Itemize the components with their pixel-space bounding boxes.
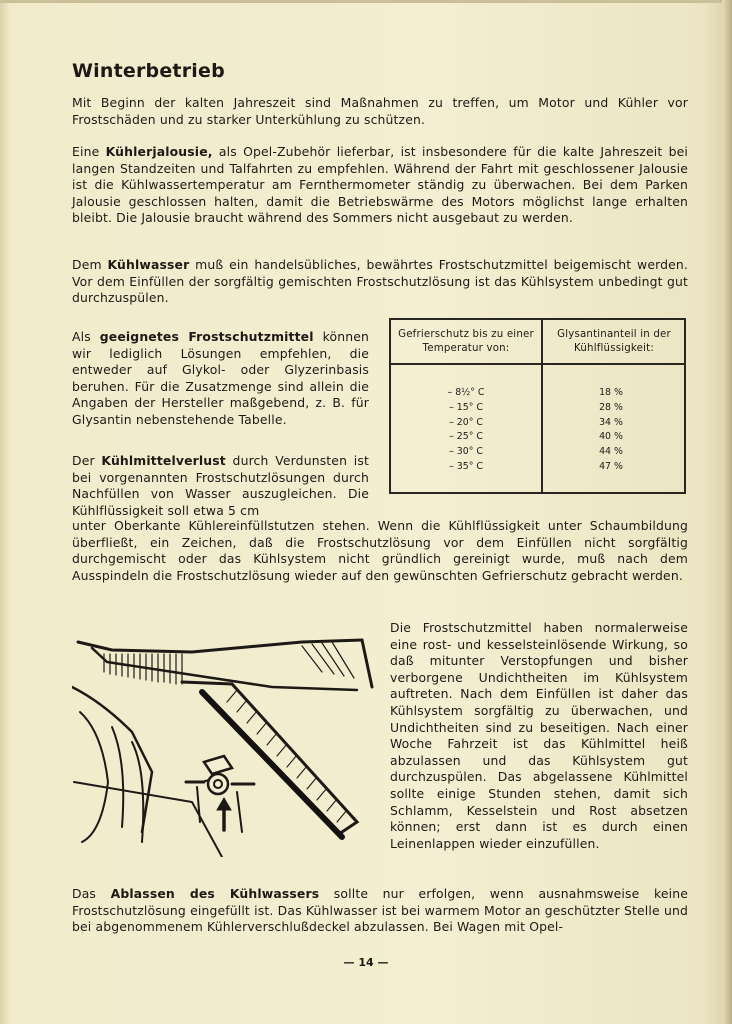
page-top-edge [0, 0, 732, 3]
page-number: — 14 — [343, 956, 389, 969]
table-cell-temp: – 25° C [449, 431, 483, 443]
ablassen-term: Ablassen des Kühlwassers [110, 886, 320, 901]
table-cell-temp: – 35° C [449, 460, 483, 472]
intro-paragraph: Mit Beginn der kalten Jahreszeit sind Maßnahmen zu treffen, um Motor und Kühler vor Frostschäden und zu starker Unterkühlung zu schützen. [72, 95, 688, 127]
kuehlwasser-paragraph: Dem Kühlwasser muß ein handelsübliches, bewährtes Frostschutzmittel beigemischt werden. Vor dem Einfüllen der sorgfältig gemischten Frostschutzlösung ist das Kühlsystem unbedingt gut durchzuspülen. [72, 257, 688, 306]
table-cell-share: 18 % [599, 387, 623, 398]
table-header-temperature: Gefrierschutz bis zu einer Temperatur von: [398, 329, 534, 354]
table-cell-share: 34 % [599, 416, 623, 428]
table-cell-temp: – 20° C [449, 416, 483, 428]
page-heading: Winterbetrieb [72, 60, 225, 82]
table-cell-temp: – 30° C [449, 446, 483, 458]
frostschutz-wirkung-paragraph: Die Frostschutzmittel haben normalerweise eine rost- und kesselsteinlösende Wirkung, so daß mitunter Verstopfungen und bisher verborgene Undichtheiten im Kühlsystem auftreten. Nach dem Einfüllen ist daher das Kühlsystem sorgfältig zu überwachen, und Undichtheiten sind zu beseitigen. Nach einer Woche Fahrzeit ist das Kühlmittel heiß abzulassen und das Kühlsystem gut durchzuspülen. Das abgelassene Kühlmittel sollte einige Stunden stehen, damit sich Schlamm, Kesselstein und Rost absetzen können; erst dann ist es durch einen Leinenlappen wieder einzufüllen. [390, 620, 688, 851]
table-cell-temp: – 15° C [449, 401, 483, 413]
table-cell-share: 44 % [599, 446, 623, 458]
kuehlwasser-term: Kühlwasser [107, 257, 190, 272]
kuehlmittelverlust-continuation: unter Oberkante Kühlereinfüllstutzen stehen. Wenn die Kühlflüssigkeit unter Schaumbildung überfließt, ein Zeichen, daß die Frostschutzlösung vor dem Einfüllen nicht sorgfältig durchgemischt oder das Kühlsystem nicht gründlich gereinigt wurde, muß nach dem Ausspindeln die Frostschutzlösung wieder auf den gewünschten Gefrierschutz gebracht werden. [72, 518, 688, 583]
table-temperature-column [421, 386, 511, 475]
table-cell-temp: – 8½° C [447, 387, 485, 398]
table-cell-share: 47 % [599, 460, 623, 472]
table-header-divider [391, 363, 684, 365]
jalousie-term: Kühlerjalousie, [105, 144, 213, 159]
glysantin-table [389, 318, 686, 494]
table-cell-share: 40 % [599, 431, 623, 443]
table-column-divider [541, 320, 543, 492]
drain-valve-illustration [72, 632, 377, 857]
kuehlmittelverlust-paragraph: Der Kühlmittelverlust durch Verdunsten ist bei vorgenannten Frostschutzlösungen durch Nachfüllen von Wasser auszugleichen. Die Kühlflüssigkeit soll etwa 5 cm [72, 453, 369, 518]
ablassen-paragraph: Das Ablassen des Kühlwassers sollte nur erfolgen, wenn ausnahmsweise keine Frostschutzlösung eingefüllt ist. Das Kühlwasser ist bei warmem Motor an geschützter Stelle und bei abgenommenem Kühlerverschlußdeckel abzulassen. Bei Wagen mit Opel- [72, 886, 688, 935]
page-right-edge [722, 0, 732, 1024]
frostschutzmittel-term: geeignetes Frostschutzmittel [99, 329, 314, 344]
jalousie-paragraph: Eine Kühlerjalousie, als Opel-Zubehör lieferbar, ist insbesondere für die kalte Jahreszeit bei langen Standzeiten und Talfahrten zu empfehlen. Während der Fahrt mit geschlossener Jalousie ist die Kühlwassertemperatur am Fernthermometer ständig zu überwachen. Bei dem Parken Jalousie geschlossen halten, damit die Betriebswärme des Motors möglichst lange erhalten bleibt. Die Jalousie braucht während des Sommers nicht ausgebaut zu werden. [72, 144, 689, 226]
table-cell-share: 28 % [599, 401, 623, 413]
table-header-share: Glysantinanteil in der Kühlflüssigkeit: [557, 329, 671, 354]
table-share-column [561, 386, 661, 475]
frostschutzmittel-paragraph: Als geeignetes Frostschutzmittel können wir lediglich Lösungen empfehlen, die entweder auf Glykol- oder Glyzerinbasis beruhen. Für die Zusatzmenge sind allein die Angaben der Hersteller maßgebend, z. B. für Glysantin nebenstehende Tabelle. [72, 329, 369, 427]
kuehlmittelverlust-term: Kühlmittelverlust [101, 453, 226, 468]
